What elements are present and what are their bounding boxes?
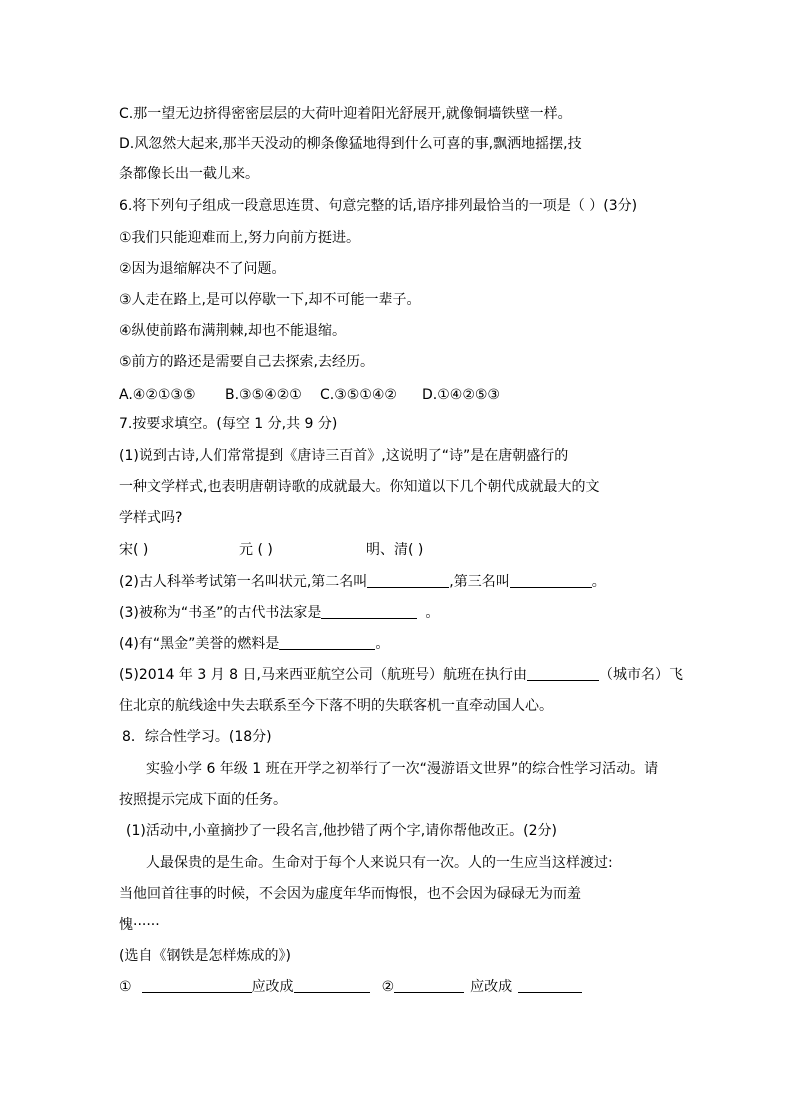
- city-answer-line[interactable]: [527, 666, 599, 681]
- question-7-5-line-1: [119, 665, 683, 685]
- song-dynasty-blank: 宋( ): [119, 542, 149, 558]
- question-7-1-line-1: (1)说到古诗,人们常常提到《唐诗三百首》,这说明了“诗”是在唐朝盛行的: [119, 448, 569, 464]
- question-7-1-line-2: 一种文学样式,也表明唐朝诗歌的成就最大。你知道以下几个朝代成就最大的文: [119, 479, 600, 495]
- correct-char-2-line[interactable]: [518, 978, 582, 993]
- question-8-intro-2: 按照提示完成下面的任务。: [119, 792, 287, 808]
- dynasty-row: [119, 540, 679, 560]
- quote-line-3: 愧······: [119, 917, 160, 933]
- option-c-text: C.那一望无边挤得密密层层的大荷叶迎着阳光舒展开,就像铜墙铁壁一样。: [119, 106, 572, 122]
- sentence-2: ②因为退缩解决不了问题。: [119, 261, 286, 277]
- wrong-char-1-line[interactable]: [142, 978, 252, 993]
- question-7-1-line-3: 学样式吗?: [119, 510, 183, 526]
- correct-char-1-line[interactable]: [294, 978, 370, 993]
- question-7-2: [119, 572, 679, 592]
- question-7-3-text-a: (3)被称为“书圣”的古代书法家是: [119, 605, 322, 621]
- question-7-3-text-b: 。: [425, 605, 440, 621]
- sentence-5: ⑤前方的路还是需要自己去探索,去经历。: [119, 354, 374, 370]
- question-7-5-text-a: (5)2014 年 3 月 8 日,马来西亚航空公司（航班号）航班在执行由: [119, 667, 527, 683]
- second-place-answer-line[interactable]: [367, 573, 449, 588]
- sentence-4: ④纵使前路布满荆棘,却也不能退缩。: [119, 323, 347, 339]
- yuan-dynasty-blank: 元 ( ): [239, 542, 273, 558]
- choice-c: C.③⑤①④②: [320, 387, 397, 403]
- sentence-3: ③人走在路上,是可以停歇一下,却不可能一辈子。: [119, 292, 421, 308]
- correction-2-mid: 应改成: [470, 979, 513, 995]
- question-7-2-text-a: (2)古人科举考试第一名叫状元,第二名叫: [119, 574, 368, 590]
- choice-d: D.①④②⑤③: [422, 387, 500, 403]
- question-7-2-text-b: ,第三名叫: [449, 574, 510, 590]
- question-8: 8．综合性学习。(18分): [122, 729, 272, 745]
- correction-2-label: ②: [381, 979, 395, 995]
- question-6-options: [119, 385, 679, 405]
- correction-1-mid: 应改成: [251, 979, 294, 995]
- wrong-char-2-line[interactable]: [394, 978, 464, 993]
- quote-line-2: 当他回首往事的时候，不会因为虚度年华而悔恨，也不会因为碌碌无为而羞: [119, 886, 581, 902]
- question-7: 7.按要求填空。(每空 1 分,共 9 分): [119, 416, 338, 432]
- third-place-answer-line[interactable]: [510, 573, 592, 588]
- question-6: 6.将下列句子组成一段意思连贯、句意完整的话,语序排列最恰当的一项是（ ）(3分): [119, 198, 638, 214]
- quote-source: (选自《钢铁是怎样炼成的》): [119, 948, 291, 964]
- question-8-1: (1)活动中,小童摘抄了一段名言,他抄错了两个字,请你帮他改正。(2分): [126, 823, 558, 839]
- question-7-4-text-a: (4)有“黑金”美誉的燃料是: [119, 636, 280, 652]
- ming-qing-dynasty-blank: 明、清( ): [366, 542, 424, 558]
- fuel-answer-line[interactable]: [279, 635, 375, 650]
- question-7-2-text-c: 。: [591, 574, 606, 590]
- correction-row: [119, 977, 679, 997]
- option-d-text-1: D.风忽然大起来,那半天没动的柳条像猛地得到什么可喜的事,飘洒地摇摆,技: [119, 136, 582, 152]
- correction-1-label: ①: [119, 979, 132, 995]
- choice-a: A.④②①③⑤: [119, 387, 196, 403]
- choice-b: B.③⑤④②①: [225, 387, 302, 403]
- option-d-text-2: 条都像长出一截儿来。: [119, 166, 259, 182]
- calligrapher-answer-line[interactable]: [321, 604, 417, 619]
- question-7-3: [119, 603, 679, 623]
- question-7-4: [119, 634, 679, 654]
- question-7-4-text-b: 。: [375, 636, 390, 652]
- sentence-1: ①我们只能迎难而上,努力向前方挺进。: [119, 230, 360, 246]
- question-7-5-text-b: （城市名）飞: [598, 667, 683, 683]
- quote-line-1: 人最保贵的是生命。生命对于每个人来说只有一次。人的一生应当这样渡过:: [146, 855, 613, 871]
- question-7-5-line-2: 住北京的航线途中失去联系至今下落不明的失联客机一直牵动国人心。: [119, 698, 553, 714]
- question-8-intro-1: 实验小学 6 年级 1 班在开学之初举行了一次“漫游语文世界”的综合性学习活动。请: [146, 761, 659, 777]
